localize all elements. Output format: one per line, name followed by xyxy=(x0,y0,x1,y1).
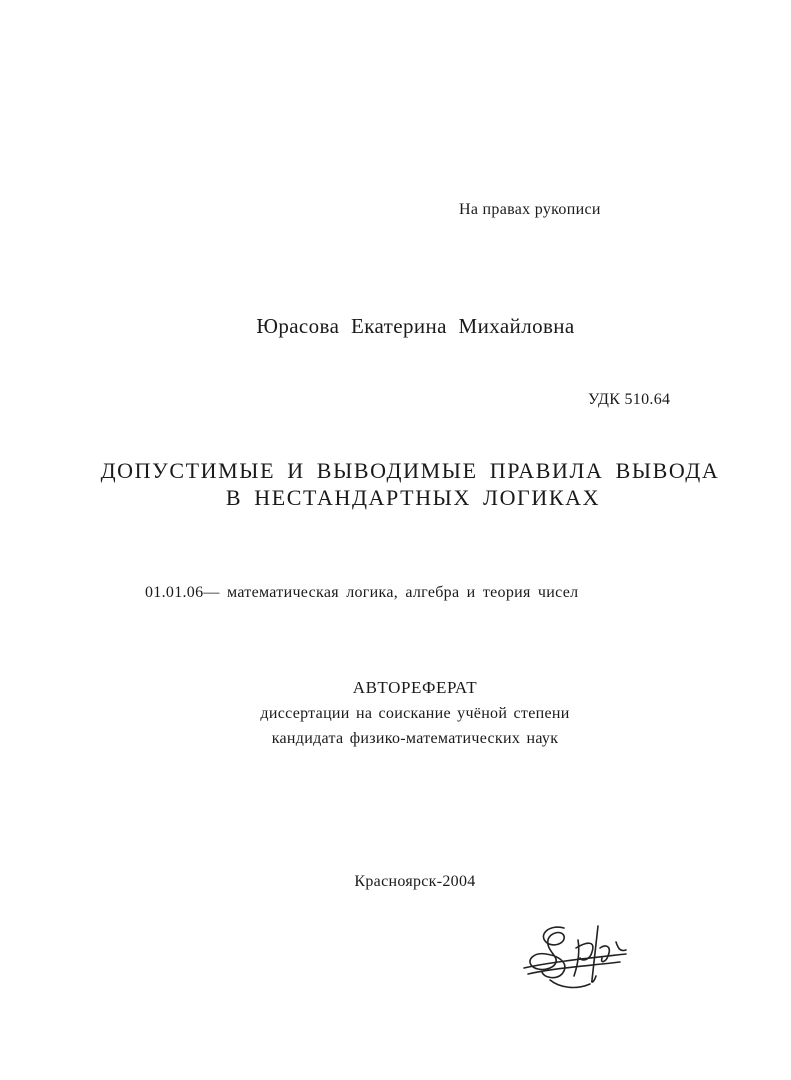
degree-line-1: диссертации на соискание учёной степени xyxy=(260,705,570,722)
specialty-code: 01.01.06— математическая логика, алгебра и теория чисел xyxy=(145,584,579,601)
title-line-1: ДОПУСТИМЫЕ И ВЫВОДИМЫЕ ПРАВИЛА ВЫВОДА xyxy=(100,458,720,483)
title-line-2: В НЕСТАНДАРТНЫХ ЛОГИКАХ xyxy=(225,485,601,510)
manuscript-note: На правах рукописи xyxy=(459,201,601,218)
signature-icon xyxy=(520,918,632,994)
signature-strokes xyxy=(524,926,626,987)
author-name: Юрасова Екатерина Михайловна xyxy=(256,314,575,338)
degree-line-2: кандидата физико-математических наук xyxy=(271,730,559,747)
udc-code: УДК 510.64 xyxy=(588,391,671,408)
city-year: Красноярск-2004 xyxy=(354,873,476,890)
document-type: АВТОРЕФЕРАТ xyxy=(352,678,478,697)
